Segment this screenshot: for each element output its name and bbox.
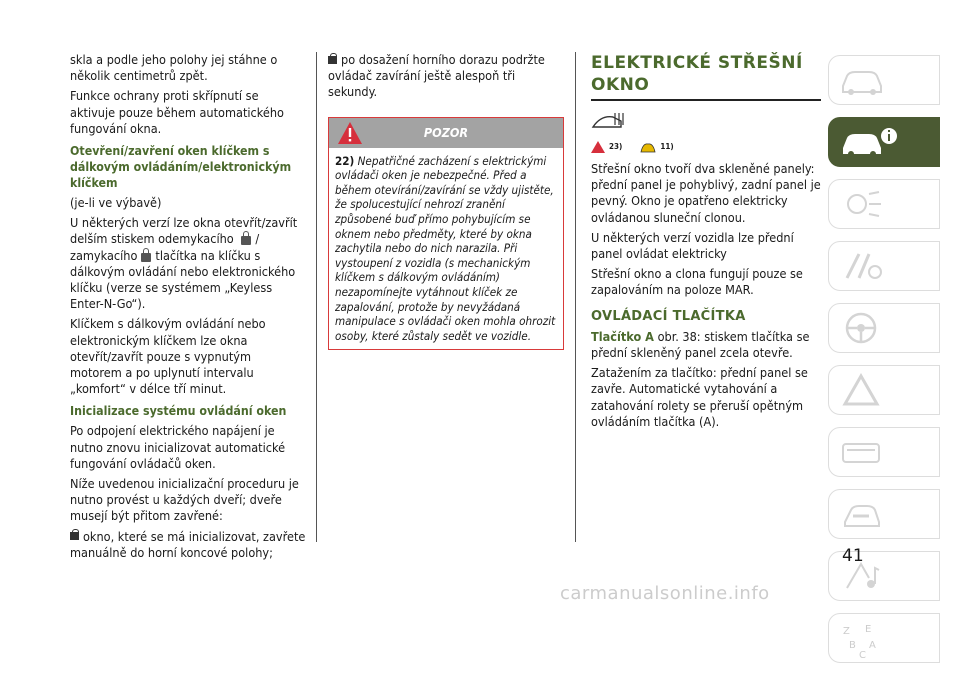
warning-header — [329, 118, 563, 148]
lock-icon — [141, 253, 151, 262]
text-span: / — [255, 231, 260, 247]
paragraph: Klíčkem s dálkovým ovládání nebo elektronickým klíčkem lze okna otevřít/zavřít pouze s vypnutým motorem a po uplynutí intervalu „komfort“ v délce tří minut. — [70, 316, 266, 397]
paragraph: Funkce ochrany proti skřípnutí se aktivuje pouze během automatického fungování okna. — [70, 88, 284, 136]
page-title: ELEKTRICKÉ STŘEŠNÍ OKNO — [591, 53, 803, 95]
tab-index[interactable] — [828, 613, 940, 663]
tab-warnings[interactable] — [828, 365, 940, 415]
bold-term: Tlačítko A — [591, 328, 654, 344]
watermark: carmanualsonline.info — [560, 583, 770, 604]
page-number: 41 — [842, 546, 864, 566]
paragraph — [70, 215, 306, 312]
car-dashboard-icon — [839, 62, 883, 98]
tab-car-side[interactable] — [828, 427, 940, 477]
steering-wheel-icon — [839, 310, 883, 346]
text-span: U některých verzí lze okna otevřít/zavřít delším stiskem odemykacího — [70, 215, 298, 247]
text-span: tlačítka na klíčku s dálkovým ovládání nebo elektronického klíčku (verze se systémem „Keyless Enter-N-Go“). — [70, 247, 296, 312]
references — [591, 139, 823, 155]
title-rule — [591, 99, 821, 101]
svg-text:B: B — [849, 640, 856, 651]
warning-title: POZOR — [423, 124, 469, 140]
warning-number: 22) — [335, 153, 355, 168]
paragraph: Po odpojení elektrického napájení je nutno znovu inicializovat automatické fungování ovládačů oken. — [70, 423, 286, 471]
column-1 — [70, 52, 306, 565]
paragraph: skla a podle jeho polohy jej stáhne o několik centimetrů zpět. — [70, 52, 278, 84]
warning-box — [328, 117, 564, 351]
lights-icon — [839, 186, 883, 222]
section-heading: Otevření/zavření oken klíčkem s dálkovým ovládáním/elektronickým klíčkem — [70, 144, 292, 191]
section-heading: Inicializace systému ovládání oken — [70, 404, 287, 419]
tab-maintenance[interactable] — [828, 489, 940, 539]
section-heading: OVLÁDACÍ TLAČÍTKA — [591, 308, 746, 324]
warning-text — [329, 148, 563, 350]
paragraph: Níže uvedenou inicializační proceduru je nutno provést u každých dveří; dveře musejí být přitom zavřené: — [70, 476, 299, 524]
paragraph: (je-li ve výbavě) — [70, 195, 162, 211]
unlock-icon — [241, 236, 251, 245]
text-span: obr. 38: stiskem tlačítka se přední skleněný panel zcela otevře. — [591, 328, 810, 360]
paragraph: Střešní okno tvoří dva skleněné panely: přední panel je pohyblivý, zadní panel je pevný. Okno je opatřeno elektricky ovládanou sluneční clonou. — [591, 160, 821, 225]
column-3 — [591, 52, 823, 434]
tab-service[interactable] — [828, 241, 940, 291]
text-span: Nepatřičné zacházení s elektrickými ovládači oken je nebezpečné. Před a během otevírání/zavírání se vždy ujistěte, že spolucestující nehrozí zranění způsobené buď přímo pohybujícím se oknem nebo předměty, které by okna zachytila nebo do nich narazila. Při vystoupení z vozidla (s mechanickým klíčkem s dálkovým ovládáním) nezapomínejte vytáhnout klíček ze zapalování, protože by nevyžádaná manipulace s ovládači oken mohla ohrozit osoby, které zůstaly sedět ve vozidle. — [335, 153, 556, 343]
paragraph: Zatažením za tlačítko: přední panel se zavře. Automatické vytahování a zatahování rolety se přeruší opětným ovládáním tlačítka (A). — [591, 365, 808, 429]
svg-text:A: A — [869, 640, 876, 651]
svg-text:E: E — [865, 624, 872, 635]
bullet-icon — [70, 532, 79, 540]
tab-lights[interactable] — [828, 179, 940, 229]
text-span: okno, které se má inicializovat, zavřete manuálně do horní koncové polohy; — [70, 528, 306, 560]
column-divider — [575, 52, 576, 542]
text-span: po dosažení horního dorazu podržte ovládač zavírání ještě alespoň tři sekundy. — [328, 52, 545, 100]
bullet-icon — [328, 56, 337, 64]
column-divider — [316, 52, 317, 542]
tab-steering[interactable] — [828, 303, 940, 353]
warning-triangle-icon — [591, 141, 605, 153]
wrench-car-icon — [839, 496, 883, 532]
sunroof-icon — [591, 111, 625, 131]
car-side-icon — [839, 434, 883, 470]
tab-dashboard[interactable] — [828, 55, 940, 105]
tab-car-info[interactable] — [828, 117, 940, 167]
reference-number: 23) — [609, 141, 623, 151]
warning-triangle-icon — [839, 372, 883, 408]
hand-icon — [640, 141, 656, 153]
reference-number: 11) — [660, 141, 674, 151]
chapter-tabs — [828, 55, 938, 675]
index-letters-icon — [839, 620, 883, 660]
paragraph: Střešní okno a clona fungují pouze se zapalováním na poloze MAR. — [591, 266, 803, 298]
bullet-paragraph — [328, 52, 564, 101]
car-info-icon — [839, 124, 899, 160]
text-span: zamykacího — [70, 247, 138, 263]
svg-text:C: C — [859, 650, 866, 660]
service-icon — [839, 248, 883, 284]
svg-text:Z: Z — [843, 626, 850, 637]
paragraph: U některých verzí vozidla lze přední panel ovládat elektricky — [591, 229, 794, 261]
paragraph — [591, 329, 823, 361]
bullet-paragraph — [70, 529, 306, 561]
column-2 — [328, 52, 564, 350]
